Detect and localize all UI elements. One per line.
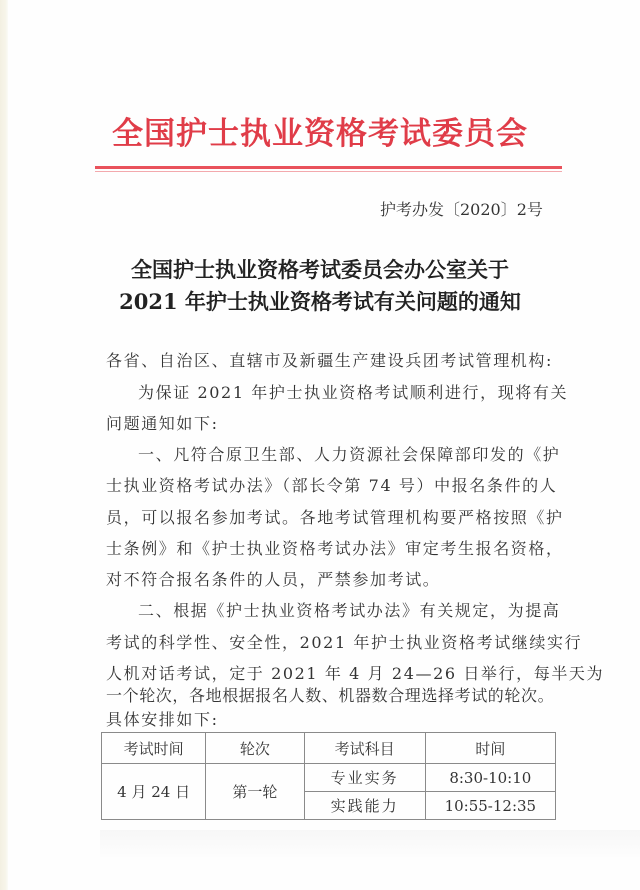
body-line: 对不符合报名条件的人员，严禁参加考试。 xyxy=(106,570,441,589)
table-header-row xyxy=(102,733,556,764)
body-line: 人机对话考试，定于 2021 年 4 月 24—26 日举行，每半天为 xyxy=(106,664,605,683)
header-exam-date: 考试时间 xyxy=(102,733,206,764)
body-line: 二、根据《护士执业资格考试办法》有关规定，为提高 xyxy=(138,601,561,620)
exam-schedule-table xyxy=(101,732,556,820)
header-subject: 考试科目 xyxy=(304,733,425,764)
scan-shadow xyxy=(100,830,640,860)
body-line: 一、凡符合原卫生部、人力资源社会保障部印发的《护 xyxy=(138,445,561,464)
salutation: 各省、自治区、直辖市及新疆生产建设兵团考试管理机构: xyxy=(106,351,553,370)
header-time: 时间 xyxy=(425,733,555,764)
letterhead-organization: 全国护士执业资格考试委员会 xyxy=(112,116,528,152)
body-line: 考试的科学性、安全性，2021 年护士执业资格考试继续实行 xyxy=(106,633,583,652)
cell-time: 10:55-12:35 xyxy=(425,792,555,820)
document-title-line-1: 全国护士执业资格考试委员会办公室关于 xyxy=(131,257,509,282)
body-line: 一个轮次，各地根据报名人数、机器数合理选择考试的轮次。 xyxy=(106,686,555,705)
cell-subject: 专业实务 xyxy=(304,764,425,792)
header-round: 轮次 xyxy=(206,733,304,764)
table-row xyxy=(102,764,556,792)
body-line: 为保证 2021 年护士执业资格考试顺利进行，现将有关 xyxy=(138,383,569,402)
letterhead-red-rule xyxy=(95,166,562,169)
cell-subject: 实践能力 xyxy=(304,792,425,820)
cell-exam-date: 4 月 24 日 xyxy=(102,764,206,820)
cell-time: 8:30-10:10 xyxy=(425,764,555,792)
cell-round: 第一轮 xyxy=(206,764,304,820)
document-title-line-2: 2021 年护士执业资格考试有关问题的通知 xyxy=(119,289,521,314)
document-number: 护考办发〔2020〕2号 xyxy=(380,200,543,219)
letterhead-red-rule-thin xyxy=(95,171,562,172)
body-line: 具体安排如下: xyxy=(106,710,219,729)
body-line: 士执业资格考试办法》（部长令第 74 号）中报名条件的人 xyxy=(106,476,558,495)
body-line: 员，可以报名参加考试。各地考试管理机构要严格按照《护 xyxy=(106,508,564,527)
body-line: 问题通知如下: xyxy=(106,414,219,433)
body-line: 士条例》和《护士执业资格考试办法》审定考生报名资格， xyxy=(106,539,564,558)
